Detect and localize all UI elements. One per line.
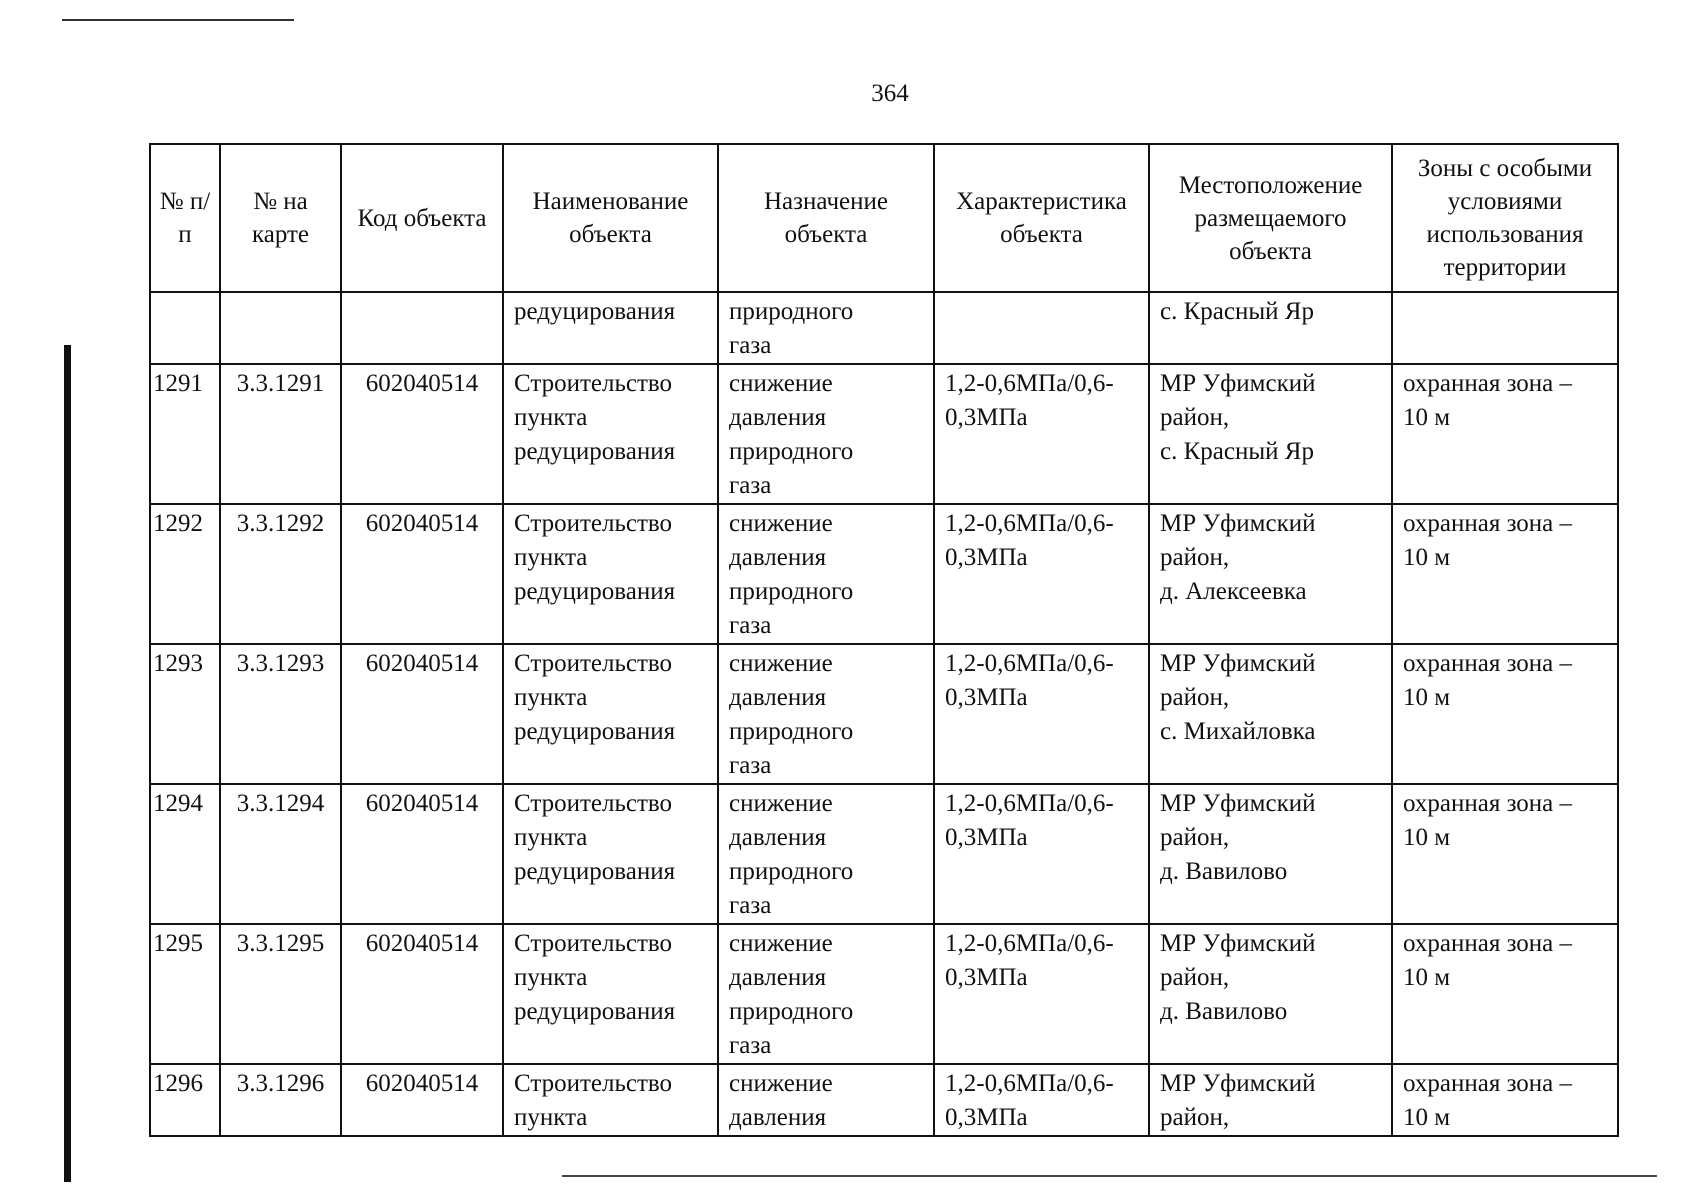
cell-line: давления (729, 404, 827, 431)
cell-line: охранная зона – (1403, 930, 1573, 957)
cell-num: 1294 (150, 784, 220, 924)
cell-line: снижение (729, 790, 833, 817)
cell-line: газа (729, 752, 772, 779)
cell-line: пункта (514, 684, 588, 711)
cell-line: редуцирования (514, 298, 676, 325)
cell-object-code: 602040514 (341, 924, 503, 1064)
cell-object-spec (934, 644, 1149, 784)
cell-object-code: 602040514 (341, 1064, 503, 1136)
header-special-zones: Зоны с особыми условиями использования территории (1392, 144, 1618, 292)
header-num: № п/п (150, 144, 220, 292)
cell-num: 1292 (150, 504, 220, 644)
cell-line: д. Алексеевка (1160, 578, 1307, 605)
cell-line: 10 м (1403, 824, 1451, 851)
cell-line: давления (729, 824, 827, 851)
header-object-purpose: Назначение объекта (718, 144, 934, 292)
cell-line: МР Уфимский (1160, 790, 1316, 817)
cell-num: 1293 (150, 644, 220, 784)
cell-object-purpose (718, 924, 934, 1064)
cell-line: природного (729, 998, 854, 1025)
cell-line: Строительство (514, 510, 673, 537)
cell-line: давления (729, 684, 827, 711)
header-object-code: Код объекта (341, 144, 503, 292)
cell-line: природного (729, 718, 854, 745)
cell-line: 0,3МПа (945, 684, 1028, 711)
cell-line: давления (729, 544, 827, 571)
cell-line: 1,2-0,6МПа/0,6- (945, 1070, 1114, 1097)
cell-map-num (220, 292, 341, 364)
cell-line: газа (729, 612, 772, 639)
cell-line: пункта (514, 404, 588, 431)
cell-object-name (503, 924, 718, 1064)
cell-object-code: 602040514 (341, 364, 503, 504)
cell-object-location (1149, 924, 1392, 1064)
cell-num: 1296 (150, 1064, 220, 1136)
cell-object-location (1149, 504, 1392, 644)
cell-object-purpose (718, 644, 934, 784)
scan-artifact-left-bar (64, 345, 71, 1182)
cell-line: природного (729, 578, 854, 605)
cell-object-spec (934, 364, 1149, 504)
cell-object-spec (934, 784, 1149, 924)
cell-line: 1,2-0,6МПа/0,6- (945, 650, 1114, 677)
cell-line: 10 м (1403, 684, 1451, 711)
cell-object-name (503, 644, 718, 784)
cell-line: МР Уфимский (1160, 510, 1316, 537)
cell-line: район, (1160, 544, 1230, 571)
cell-num (150, 292, 220, 364)
cell-object-purpose (718, 784, 934, 924)
header-map-num: № на карте (220, 144, 341, 292)
cell-object-code (341, 292, 503, 364)
cell-special-zones (1392, 364, 1618, 504)
cell-special-zones (1392, 644, 1618, 784)
cell-map-num: 3.3.1295 (220, 924, 341, 1064)
cell-line: газа (729, 1032, 772, 1059)
cell-map-num: 3.3.1291 (220, 364, 341, 504)
cell-object-spec (934, 1064, 1149, 1136)
cell-line: охранная зона – (1403, 1070, 1573, 1097)
header-object-location: Местоположение размещаемого объекта (1149, 144, 1392, 292)
cell-line: 1,2-0,6МПа/0,6- (945, 930, 1114, 957)
cell-object-location (1149, 644, 1392, 784)
cell-line: 1,2-0,6МПа/0,6- (945, 790, 1114, 817)
cell-object-spec (934, 924, 1149, 1064)
cell-line: МР Уфимский (1160, 930, 1316, 957)
cell-line: район, (1160, 824, 1230, 851)
cell-line: 10 м (1403, 964, 1451, 991)
table-row (150, 784, 1618, 924)
cell-line: Строительство (514, 790, 673, 817)
cell-line: снижение (729, 650, 833, 677)
scan-artifact-bottom-line (562, 1175, 1657, 1177)
cell-object-name (503, 1064, 718, 1136)
table-row (150, 364, 1618, 504)
table-row (150, 644, 1618, 784)
cell-line: с. Красный Яр (1160, 438, 1314, 465)
header-object-spec: Характеристика объекта (934, 144, 1149, 292)
cell-object-location (1149, 784, 1392, 924)
cell-line: МР Уфимский (1160, 370, 1316, 397)
cell-object-name (503, 364, 718, 504)
cell-line: пункта (514, 1104, 588, 1131)
table-continuation-row (150, 292, 1618, 364)
cell-line: охранная зона – (1403, 650, 1573, 677)
cell-line: снижение (729, 370, 833, 397)
cell-line: 0,3МПа (945, 544, 1028, 571)
cell-special-zones (1392, 504, 1618, 644)
cell-line: пункта (514, 824, 588, 851)
cell-line: редуцирования (514, 858, 676, 885)
cell-object-code: 602040514 (341, 504, 503, 644)
cell-line: редуцирования (514, 718, 676, 745)
cell-line: 10 м (1403, 1104, 1451, 1131)
cell-line: 0,3МПа (945, 1104, 1028, 1131)
cell-line: редуцирования (514, 998, 676, 1025)
cell-line: с. Михайловка (1160, 718, 1316, 745)
cell-line: природного (729, 858, 854, 885)
cell-object-name (503, 504, 718, 644)
cell-line: Строительство (514, 930, 673, 957)
cell-line: 0,3МПа (945, 964, 1028, 991)
table-row (150, 1064, 1618, 1136)
cell-object-spec (934, 292, 1149, 364)
cell-object-purpose (718, 1064, 934, 1136)
cell-line: охранная зона – (1403, 510, 1573, 537)
scan-artifact-top-line (62, 19, 294, 21)
cell-line: 10 м (1403, 404, 1451, 431)
cell-line: природного (729, 438, 854, 465)
cell-line: Строительство (514, 1070, 673, 1097)
table-row (150, 504, 1618, 644)
cell-line: Строительство (514, 370, 673, 397)
cell-line: пункта (514, 964, 588, 991)
cell-object-purpose (718, 292, 934, 364)
cell-line: 1,2-0,6МПа/0,6- (945, 370, 1114, 397)
cell-map-num: 3.3.1292 (220, 504, 341, 644)
cell-line: д. Вавилово (1160, 858, 1288, 885)
cell-line: 0,3МПа (945, 404, 1028, 431)
cell-line: пункта (514, 544, 588, 571)
cell-line: газа (729, 332, 772, 359)
cell-object-name (503, 784, 718, 924)
cell-map-num: 3.3.1293 (220, 644, 341, 784)
header-object-name: Наименование объекта (503, 144, 718, 292)
table-row (150, 924, 1618, 1064)
cell-line: охранная зона – (1403, 790, 1573, 817)
cell-num: 1295 (150, 924, 220, 1064)
cell-object-code: 602040514 (341, 784, 503, 924)
cell-special-zones (1392, 1064, 1618, 1136)
cell-map-num: 3.3.1296 (220, 1064, 341, 1136)
cell-line: природного (729, 298, 854, 325)
cell-object-code: 602040514 (341, 644, 503, 784)
cell-line: МР Уфимский (1160, 1070, 1316, 1097)
page-number: 364 (871, 80, 909, 107)
cell-line: снижение (729, 510, 833, 537)
cell-num: 1291 (150, 364, 220, 504)
cell-special-zones (1392, 784, 1618, 924)
cell-line: район, (1160, 1104, 1230, 1131)
cell-object-location (1149, 364, 1392, 504)
cell-line: 10 м (1403, 544, 1451, 571)
cell-object-location (1149, 292, 1392, 364)
cell-line: район, (1160, 964, 1230, 991)
cell-special-zones (1392, 924, 1618, 1064)
cell-line: давления (729, 1104, 827, 1131)
cell-object-location (1149, 1064, 1392, 1136)
cell-line: МР Уфимский (1160, 650, 1316, 677)
cell-line: 1,2-0,6МПа/0,6- (945, 510, 1114, 537)
cell-line: газа (729, 472, 772, 499)
cell-line: редуцирования (514, 578, 676, 605)
cell-line: с. Красный Яр (1160, 298, 1314, 325)
cell-map-num: 3.3.1294 (220, 784, 341, 924)
table-header-row (150, 144, 1618, 292)
objects-registry-table (149, 143, 1619, 1137)
cell-object-name (503, 292, 718, 364)
cell-line: Строительство (514, 650, 673, 677)
cell-special-zones (1392, 292, 1618, 364)
cell-line: редуцирования (514, 438, 676, 465)
cell-line: снижение (729, 930, 833, 957)
cell-object-purpose (718, 504, 934, 644)
cell-line: давления (729, 964, 827, 991)
cell-line: снижение (729, 1070, 833, 1097)
cell-line: охранная зона – (1403, 370, 1573, 397)
cell-line: 0,3МПа (945, 824, 1028, 851)
cell-line: район, (1160, 404, 1230, 431)
cell-object-purpose (718, 364, 934, 504)
cell-object-spec (934, 504, 1149, 644)
cell-line: д. Вавилово (1160, 998, 1288, 1025)
cell-line: газа (729, 892, 772, 919)
cell-line: район, (1160, 684, 1230, 711)
